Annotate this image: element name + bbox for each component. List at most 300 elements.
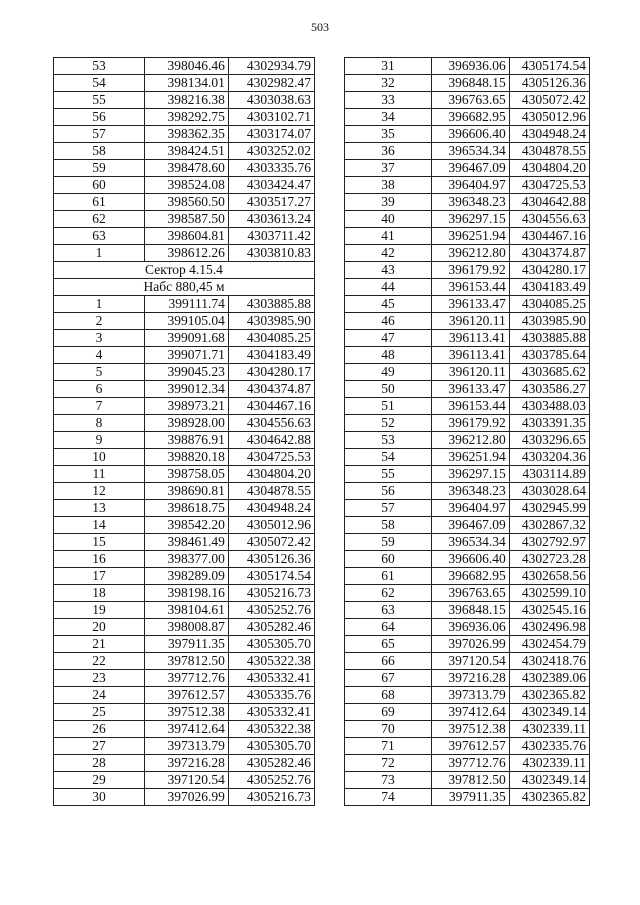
table-row [54, 228, 315, 245]
y-coordinate-cell: 4303424.47 [228, 177, 314, 194]
x-coordinate-cell: 396120.11 [432, 313, 510, 330]
point-number-cell: 61 [345, 568, 432, 585]
table-row [345, 466, 590, 483]
table-row [345, 126, 590, 143]
x-coordinate-cell: 396404.97 [432, 177, 510, 194]
x-coordinate-cell: 398134.01 [144, 75, 228, 92]
y-coordinate-cell: 4303613.24 [228, 211, 314, 228]
table-row [54, 330, 315, 347]
y-coordinate-cell: 4303785.64 [509, 347, 589, 364]
x-coordinate-cell: 397412.64 [432, 704, 510, 721]
coordinates-table-left-body [54, 58, 315, 806]
point-number-cell: 6 [54, 381, 145, 398]
x-coordinate-cell: 396348.23 [432, 483, 510, 500]
table-row [345, 721, 590, 738]
y-coordinate-cell: 4304085.25 [509, 296, 589, 313]
x-coordinate-cell: 397512.38 [432, 721, 510, 738]
table-row [345, 398, 590, 415]
point-number-cell: 27 [54, 738, 145, 755]
y-coordinate-cell: 4304374.87 [228, 381, 314, 398]
section-heading: Сектор 4.15.4 [54, 262, 315, 279]
table-row [54, 381, 315, 398]
x-coordinate-cell: 397313.79 [432, 687, 510, 704]
table-row [345, 109, 590, 126]
x-coordinate-cell: 398604.81 [144, 228, 228, 245]
coordinates-table-left [53, 57, 315, 806]
y-coordinate-cell: 4304280.17 [228, 364, 314, 381]
point-number-cell: 45 [345, 296, 432, 313]
y-coordinate-cell: 4305282.46 [228, 619, 314, 636]
x-coordinate-cell: 396936.06 [432, 619, 510, 636]
x-coordinate-cell: 396348.23 [432, 194, 510, 211]
y-coordinate-cell: 4303685.62 [509, 364, 589, 381]
table-row [345, 143, 590, 160]
y-coordinate-cell: 4305216.73 [228, 585, 314, 602]
point-number-cell: 24 [54, 687, 145, 704]
x-coordinate-cell: 397712.76 [144, 670, 228, 687]
table-row [345, 551, 590, 568]
table-row [345, 449, 590, 466]
table-row [345, 58, 590, 75]
point-number-cell: 56 [345, 483, 432, 500]
table-row [54, 483, 315, 500]
table-row [54, 194, 315, 211]
point-number-cell: 65 [345, 636, 432, 653]
point-number-cell: 13 [54, 500, 145, 517]
table-row [54, 58, 315, 75]
x-coordinate-cell: 398587.50 [144, 211, 228, 228]
y-coordinate-cell: 4305012.96 [228, 517, 314, 534]
point-number-cell: 66 [345, 653, 432, 670]
y-coordinate-cell: 4305332.41 [228, 670, 314, 687]
point-number-cell: 22 [54, 653, 145, 670]
x-coordinate-cell: 399111.74 [144, 296, 228, 313]
point-number-cell: 39 [345, 194, 432, 211]
y-coordinate-cell: 4303252.02 [228, 143, 314, 160]
x-coordinate-cell: 398973.21 [144, 398, 228, 415]
table-row [345, 432, 590, 449]
x-coordinate-cell: 397120.54 [432, 653, 510, 670]
point-number-cell: 36 [345, 143, 432, 160]
y-coordinate-cell: 4304804.20 [228, 466, 314, 483]
point-number-cell: 4 [54, 347, 145, 364]
x-coordinate-cell: 398542.20 [144, 517, 228, 534]
y-coordinate-cell: 4302792.97 [509, 534, 589, 551]
table-row [345, 670, 590, 687]
point-number-cell: 5 [54, 364, 145, 381]
table-row [345, 619, 590, 636]
x-coordinate-cell: 398424.51 [144, 143, 228, 160]
table-row [345, 755, 590, 772]
x-coordinate-cell: 397612.57 [432, 738, 510, 755]
table-row [345, 313, 590, 330]
point-number-cell: 44 [345, 279, 432, 296]
y-coordinate-cell: 4302339.11 [509, 755, 589, 772]
page-number: 503 [311, 20, 329, 34]
table-row [54, 160, 315, 177]
table-row [54, 347, 315, 364]
point-number-cell: 23 [54, 670, 145, 687]
x-coordinate-cell: 396763.65 [432, 585, 510, 602]
coordinates-table-right-body [345, 58, 590, 806]
x-coordinate-cell: 396467.09 [432, 517, 510, 534]
table-row [54, 653, 315, 670]
point-number-cell: 8 [54, 415, 145, 432]
y-coordinate-cell: 4302335.76 [509, 738, 589, 755]
x-coordinate-cell: 399105.04 [144, 313, 228, 330]
x-coordinate-cell: 398758.05 [144, 466, 228, 483]
point-number-cell: 61 [54, 194, 145, 211]
table-row [345, 500, 590, 517]
y-coordinate-cell: 4305252.76 [228, 602, 314, 619]
x-coordinate-cell: 398289.09 [144, 568, 228, 585]
point-number-cell: 1 [54, 296, 145, 313]
table-row [345, 585, 590, 602]
y-coordinate-cell: 4302658.56 [509, 568, 589, 585]
section-heading-row [54, 279, 315, 296]
point-number-cell: 11 [54, 466, 145, 483]
table-row [345, 296, 590, 313]
x-coordinate-cell: 399045.23 [144, 364, 228, 381]
y-coordinate-cell: 4303586.27 [509, 381, 589, 398]
y-coordinate-cell: 4305072.42 [228, 534, 314, 551]
point-number-cell: 58 [54, 143, 145, 160]
x-coordinate-cell: 398876.91 [144, 432, 228, 449]
table-row [345, 483, 590, 500]
point-number-cell: 46 [345, 313, 432, 330]
x-coordinate-cell: 396606.40 [432, 551, 510, 568]
x-coordinate-cell: 398690.81 [144, 483, 228, 500]
point-number-cell: 68 [345, 687, 432, 704]
point-number-cell: 54 [345, 449, 432, 466]
point-number-cell: 34 [345, 109, 432, 126]
y-coordinate-cell: 4302365.82 [509, 789, 589, 806]
point-number-cell: 71 [345, 738, 432, 755]
x-coordinate-cell: 398461.49 [144, 534, 228, 551]
table-row [54, 126, 315, 143]
point-number-cell: 14 [54, 517, 145, 534]
point-number-cell: 57 [345, 500, 432, 517]
x-coordinate-cell: 398820.18 [144, 449, 228, 466]
x-coordinate-cell: 396120.11 [432, 364, 510, 381]
y-coordinate-cell: 4304878.55 [228, 483, 314, 500]
point-number-cell: 60 [345, 551, 432, 568]
table-row [54, 92, 315, 109]
y-coordinate-cell: 4302349.14 [509, 704, 589, 721]
x-coordinate-cell: 398362.35 [144, 126, 228, 143]
point-number-cell: 10 [54, 449, 145, 466]
table-row [345, 228, 590, 245]
point-number-cell: 2 [54, 313, 145, 330]
x-coordinate-cell: 396179.92 [432, 262, 510, 279]
x-coordinate-cell: 396404.97 [432, 500, 510, 517]
x-coordinate-cell: 396153.44 [432, 279, 510, 296]
y-coordinate-cell: 4303885.88 [509, 330, 589, 347]
point-number-cell: 48 [345, 347, 432, 364]
table-row [54, 364, 315, 381]
coordinates-table-right [344, 57, 590, 806]
point-number-cell: 53 [54, 58, 145, 75]
y-coordinate-cell: 4305335.76 [228, 687, 314, 704]
y-coordinate-cell: 4304725.53 [228, 449, 314, 466]
point-number-cell: 55 [345, 466, 432, 483]
table-row [54, 313, 315, 330]
y-coordinate-cell: 4303174.07 [228, 126, 314, 143]
table-row [54, 585, 315, 602]
point-number-cell: 16 [54, 551, 145, 568]
x-coordinate-cell: 396113.41 [432, 347, 510, 364]
x-coordinate-cell: 398292.75 [144, 109, 228, 126]
table-row [345, 704, 590, 721]
point-number-cell: 60 [54, 177, 145, 194]
x-coordinate-cell: 397512.38 [144, 704, 228, 721]
table-row [54, 466, 315, 483]
point-number-cell: 73 [345, 772, 432, 789]
point-number-cell: 74 [345, 789, 432, 806]
y-coordinate-cell: 4303102.71 [228, 109, 314, 126]
y-coordinate-cell: 4304183.49 [509, 279, 589, 296]
table-row [345, 534, 590, 551]
y-coordinate-cell: 4303985.90 [509, 313, 589, 330]
x-coordinate-cell: 396848.15 [432, 602, 510, 619]
point-number-cell: 64 [345, 619, 432, 636]
point-number-cell: 53 [345, 432, 432, 449]
point-number-cell: 63 [345, 602, 432, 619]
y-coordinate-cell: 4302982.47 [228, 75, 314, 92]
table-row [345, 160, 590, 177]
y-coordinate-cell: 4304374.87 [509, 245, 589, 262]
y-coordinate-cell: 4305216.73 [228, 789, 314, 806]
y-coordinate-cell: 4304467.16 [228, 398, 314, 415]
table-row [54, 687, 315, 704]
x-coordinate-cell: 398046.46 [144, 58, 228, 75]
table-row [54, 636, 315, 653]
point-number-cell: 52 [345, 415, 432, 432]
y-coordinate-cell: 4305126.36 [509, 75, 589, 92]
y-coordinate-cell: 4303038.63 [228, 92, 314, 109]
y-coordinate-cell: 4305126.36 [228, 551, 314, 568]
y-coordinate-cell: 4304085.25 [228, 330, 314, 347]
point-number-cell: 41 [345, 228, 432, 245]
y-coordinate-cell: 4305282.46 [228, 755, 314, 772]
table-row [345, 636, 590, 653]
y-coordinate-cell: 4303517.27 [228, 194, 314, 211]
table-row [54, 500, 315, 517]
point-number-cell: 31 [345, 58, 432, 75]
x-coordinate-cell: 396467.09 [432, 160, 510, 177]
x-coordinate-cell: 398198.16 [144, 585, 228, 602]
point-number-cell: 57 [54, 126, 145, 143]
table-row [345, 75, 590, 92]
x-coordinate-cell: 396133.47 [432, 381, 510, 398]
point-number-cell: 56 [54, 109, 145, 126]
table-row [345, 347, 590, 364]
x-coordinate-cell: 396251.94 [432, 228, 510, 245]
point-number-cell: 26 [54, 721, 145, 738]
point-number-cell: 15 [54, 534, 145, 551]
x-coordinate-cell: 397911.35 [144, 636, 228, 653]
x-coordinate-cell: 398216.38 [144, 92, 228, 109]
x-coordinate-cell: 397216.28 [432, 670, 510, 687]
table-row [54, 517, 315, 534]
x-coordinate-cell: 396297.15 [432, 466, 510, 483]
table-row [345, 364, 590, 381]
y-coordinate-cell: 4302599.10 [509, 585, 589, 602]
table-row [54, 721, 315, 738]
point-number-cell: 19 [54, 602, 145, 619]
y-coordinate-cell: 4303985.90 [228, 313, 314, 330]
x-coordinate-cell: 398928.00 [144, 415, 228, 432]
point-number-cell: 58 [345, 517, 432, 534]
point-number-cell: 30 [54, 789, 145, 806]
table-row [54, 755, 315, 772]
table-row [54, 432, 315, 449]
x-coordinate-cell: 398524.08 [144, 177, 228, 194]
table-row [345, 92, 590, 109]
table-row [54, 602, 315, 619]
y-coordinate-cell: 4304467.16 [509, 228, 589, 245]
table-row [54, 534, 315, 551]
x-coordinate-cell: 398008.87 [144, 619, 228, 636]
x-coordinate-cell: 396936.06 [432, 58, 510, 75]
y-coordinate-cell: 4304556.63 [228, 415, 314, 432]
x-coordinate-cell: 396113.41 [432, 330, 510, 347]
point-number-cell: 18 [54, 585, 145, 602]
x-coordinate-cell: 396133.47 [432, 296, 510, 313]
point-number-cell: 12 [54, 483, 145, 500]
y-coordinate-cell: 4302365.82 [509, 687, 589, 704]
point-number-cell: 49 [345, 364, 432, 381]
table-row [54, 551, 315, 568]
x-coordinate-cell: 397612.57 [144, 687, 228, 704]
x-coordinate-cell: 396251.94 [432, 449, 510, 466]
table-row [345, 381, 590, 398]
x-coordinate-cell: 396212.80 [432, 432, 510, 449]
x-coordinate-cell: 399071.71 [144, 347, 228, 364]
point-number-cell: 9 [54, 432, 145, 449]
x-coordinate-cell: 396179.92 [432, 415, 510, 432]
y-coordinate-cell: 4302339.11 [509, 721, 589, 738]
x-coordinate-cell: 398104.61 [144, 602, 228, 619]
table-row [345, 789, 590, 806]
table-row [54, 704, 315, 721]
x-coordinate-cell: 397812.50 [144, 653, 228, 670]
y-coordinate-cell: 4302867.32 [509, 517, 589, 534]
y-coordinate-cell: 4304948.24 [509, 126, 589, 143]
point-number-cell: 42 [345, 245, 432, 262]
y-coordinate-cell: 4305322.38 [228, 721, 314, 738]
y-coordinate-cell: 4303204.36 [509, 449, 589, 466]
table-row [54, 177, 315, 194]
x-coordinate-cell: 398478.60 [144, 160, 228, 177]
y-coordinate-cell: 4303028.64 [509, 483, 589, 500]
point-number-cell: 40 [345, 211, 432, 228]
table-row [54, 789, 315, 806]
table-row [345, 602, 590, 619]
point-number-cell: 38 [345, 177, 432, 194]
table-row [345, 653, 590, 670]
x-coordinate-cell: 399091.68 [144, 330, 228, 347]
y-coordinate-cell: 4302545.16 [509, 602, 589, 619]
y-coordinate-cell: 4302945.99 [509, 500, 589, 517]
table-row [54, 75, 315, 92]
y-coordinate-cell: 4302496.98 [509, 619, 589, 636]
y-coordinate-cell: 4305322.38 [228, 653, 314, 670]
y-coordinate-cell: 4305174.54 [228, 568, 314, 585]
x-coordinate-cell: 397216.28 [144, 755, 228, 772]
table-row [345, 517, 590, 534]
y-coordinate-cell: 4304280.17 [509, 262, 589, 279]
x-coordinate-cell: 396682.95 [432, 568, 510, 585]
point-number-cell: 62 [345, 585, 432, 602]
x-coordinate-cell: 398560.50 [144, 194, 228, 211]
y-coordinate-cell: 4302418.76 [509, 653, 589, 670]
point-number-cell: 20 [54, 619, 145, 636]
x-coordinate-cell: 396606.40 [432, 126, 510, 143]
table-row [54, 109, 315, 126]
table-row [54, 670, 315, 687]
section-heading: Набс 880,45 м [54, 279, 315, 296]
table-row [54, 568, 315, 585]
point-number-cell: 35 [345, 126, 432, 143]
point-number-cell: 59 [345, 534, 432, 551]
point-number-cell: 59 [54, 160, 145, 177]
table-row [345, 772, 590, 789]
table-row [54, 245, 315, 262]
table-row [54, 296, 315, 313]
table-row [54, 738, 315, 755]
y-coordinate-cell: 4304948.24 [228, 500, 314, 517]
table-row [54, 143, 315, 160]
y-coordinate-cell: 4304183.49 [228, 347, 314, 364]
x-coordinate-cell: 396534.34 [432, 143, 510, 160]
table-row [345, 687, 590, 704]
x-coordinate-cell: 396763.65 [432, 92, 510, 109]
x-coordinate-cell: 396212.80 [432, 245, 510, 262]
y-coordinate-cell: 4303335.76 [228, 160, 314, 177]
y-coordinate-cell: 4302454.79 [509, 636, 589, 653]
x-coordinate-cell: 399012.34 [144, 381, 228, 398]
x-coordinate-cell: 396682.95 [432, 109, 510, 126]
y-coordinate-cell: 4302349.14 [509, 772, 589, 789]
x-coordinate-cell: 397026.99 [144, 789, 228, 806]
point-number-cell: 25 [54, 704, 145, 721]
point-number-cell: 21 [54, 636, 145, 653]
table-row [345, 738, 590, 755]
x-coordinate-cell: 397812.50 [432, 772, 510, 789]
table-row [345, 279, 590, 296]
y-coordinate-cell: 4304642.88 [509, 194, 589, 211]
y-coordinate-cell: 4303488.03 [509, 398, 589, 415]
point-number-cell: 17 [54, 568, 145, 585]
y-coordinate-cell: 4302934.79 [228, 58, 314, 75]
table-row [345, 194, 590, 211]
table-row [345, 177, 590, 194]
table-row [54, 449, 315, 466]
x-coordinate-cell: 397412.64 [144, 721, 228, 738]
y-coordinate-cell: 4304878.55 [509, 143, 589, 160]
table-row [345, 211, 590, 228]
y-coordinate-cell: 4305305.70 [228, 738, 314, 755]
section-heading-row [54, 262, 315, 279]
table-row [345, 262, 590, 279]
table-row [54, 619, 315, 636]
x-coordinate-cell: 397712.76 [432, 755, 510, 772]
point-number-cell: 37 [345, 160, 432, 177]
table-row [345, 330, 590, 347]
x-coordinate-cell: 397026.99 [432, 636, 510, 653]
y-coordinate-cell: 4305012.96 [509, 109, 589, 126]
